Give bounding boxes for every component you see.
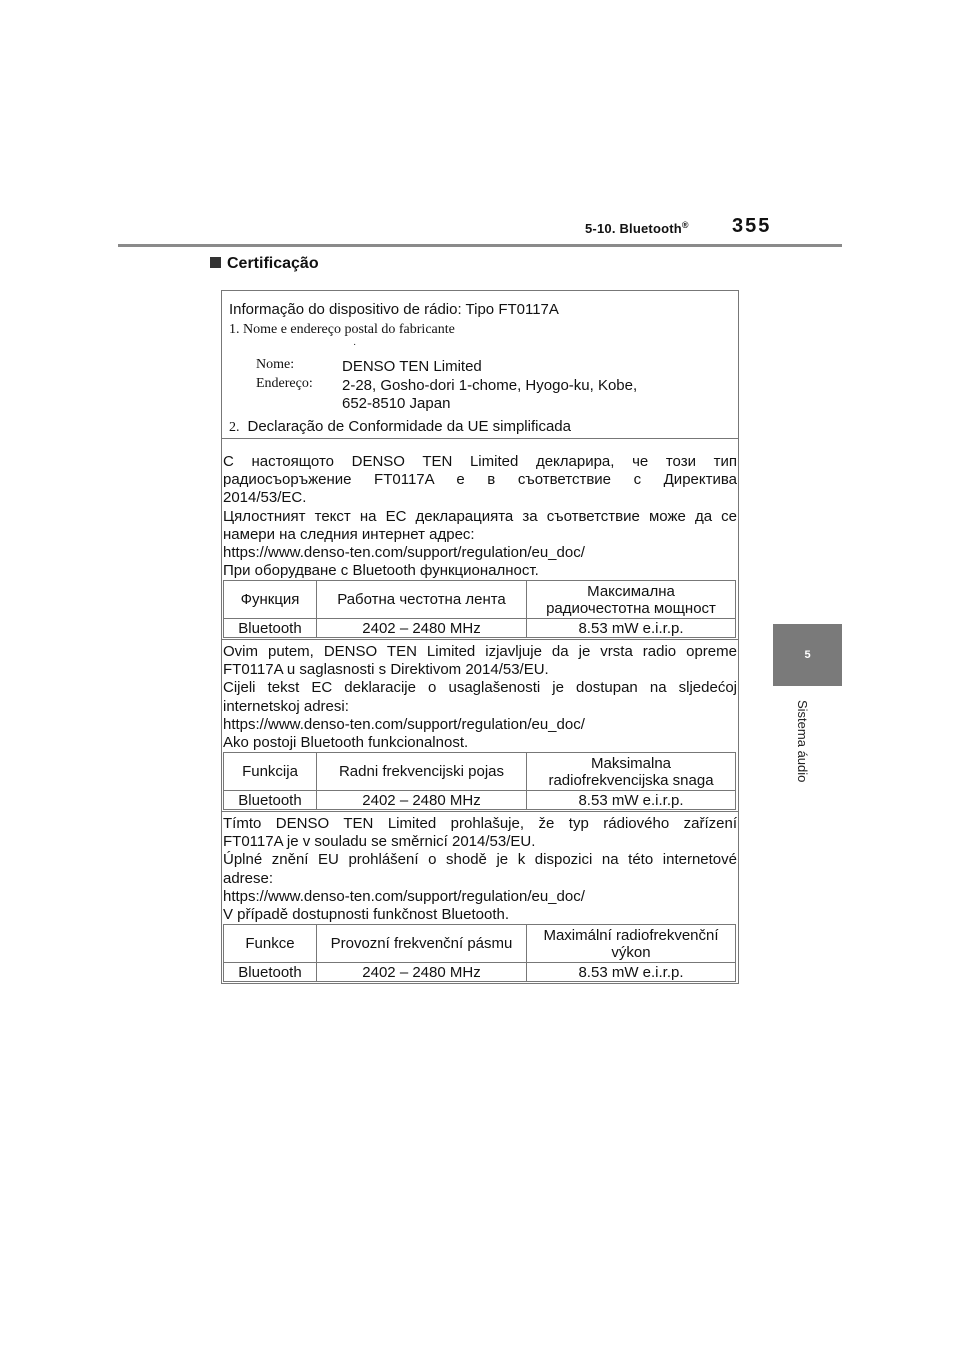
table-cell: 8.53 mW e.i.r.p. bbox=[527, 791, 736, 810]
divider bbox=[222, 811, 738, 812]
table-header: Funkce bbox=[224, 925, 317, 963]
table-header: Работна честотна лента bbox=[317, 581, 527, 619]
table-cell: Bluetooth bbox=[224, 791, 317, 810]
table-header: Функция bbox=[224, 581, 317, 619]
chapter-number: 5 bbox=[804, 649, 811, 661]
table-header: Provozní frekvenční pásmu bbox=[317, 925, 527, 963]
declaration-text-bg: С настоящото DENSO TEN Limited декларира, че този тип радиосъоръжение FT0117A е в съответствие с Директива 2014/53/ЕС. Цялостният текст на ЕС декларацията за съответствие може да се намери на следния интернет адрес: https://www.denso-ten.com/support/regulation/eu_doc/ При оборудване с Bluetooth функционалност. bbox=[223, 453, 737, 580]
address-line-1: 2-28, Gosho-dori 1-chome, Hyogo-ku, Kobe, bbox=[342, 377, 638, 394]
table-cell: Bluetooth bbox=[224, 619, 317, 638]
divider bbox=[222, 639, 738, 640]
table-header: Maximální radiofrekvenční výkon bbox=[527, 925, 736, 963]
table-cell: Bluetooth bbox=[224, 963, 317, 982]
spec-table-bg bbox=[223, 580, 736, 638]
chapter-tab bbox=[773, 624, 842, 686]
square-bullet-icon bbox=[210, 257, 221, 268]
certification-box bbox=[221, 290, 739, 984]
header-rule bbox=[118, 244, 842, 247]
table-cell: 2402 – 2480 MHz bbox=[317, 963, 527, 982]
table-header: Radni frekvencijski pojas bbox=[317, 753, 527, 791]
table-cell: 8.53 mW e.i.r.p. bbox=[527, 963, 736, 982]
registered-mark: ® bbox=[681, 220, 689, 230]
declaration-text-cs: Tímto DENSO TEN Limited prohlašuje, že typ rádiového zařízení FT0117A je v souladu se směrnicí 2014/53/EU. Úplné znění EU prohlášení o shodě je k dispozici na této internetové adrese: https://www.denso-ten.com/support/regulation/eu_doc/ V případě dostupnosti funkčnost Bluetooth. bbox=[223, 815, 737, 924]
section-heading: Certificação bbox=[210, 255, 319, 273]
name-label: Nome: bbox=[256, 357, 295, 372]
section-title: 5-10. Bluetooth® bbox=[585, 220, 689, 236]
table-cell: 2402 – 2480 MHz bbox=[317, 619, 527, 638]
radio-device-info bbox=[222, 291, 738, 439]
declaration-item: 2. Declaração de Conformidade da UE simplificada bbox=[229, 418, 571, 435]
address-label: Endereço: bbox=[256, 376, 313, 391]
table-header: Максимална радиочестотна мощност bbox=[527, 581, 736, 619]
spec-table-cs bbox=[223, 924, 736, 982]
table-header: Funkcija bbox=[224, 753, 317, 791]
address-line-2: 652-8510 Japan bbox=[342, 395, 451, 412]
manufacturer-item: 1. Nome e endereço postal do fabricante bbox=[229, 322, 455, 337]
info-title: Informação do dispositivo de rádio: Tipo FT0117A bbox=[229, 301, 559, 318]
table-header: Maksimalna radiofrekvencijska snaga bbox=[527, 753, 736, 791]
name-value: DENSO TEN Limited bbox=[342, 358, 482, 375]
declaration-text-bs: Ovim putem, DENSO TEN Limited izjavljuje da je vrsta radio opreme FT0117A u saglasnosti s Direktivom 2014/53/EU. Cijeli tekst EC deklaracije o usaglašenosti je dostupan na sljedećoj internetskoj adresi: https://www.denso-ten.com/support/regulation/eu_doc/ Ako postoji Bluetooth funkcionalnost. bbox=[223, 643, 737, 752]
table-cell: 8.53 mW e.i.r.p. bbox=[527, 619, 736, 638]
table-cell: 2402 – 2480 MHz bbox=[317, 791, 527, 810]
page-number: 355 bbox=[732, 215, 772, 237]
chapter-label: Sistema áudio bbox=[795, 700, 810, 783]
spec-table-bs bbox=[223, 752, 736, 810]
dot-mark: · bbox=[353, 339, 357, 350]
